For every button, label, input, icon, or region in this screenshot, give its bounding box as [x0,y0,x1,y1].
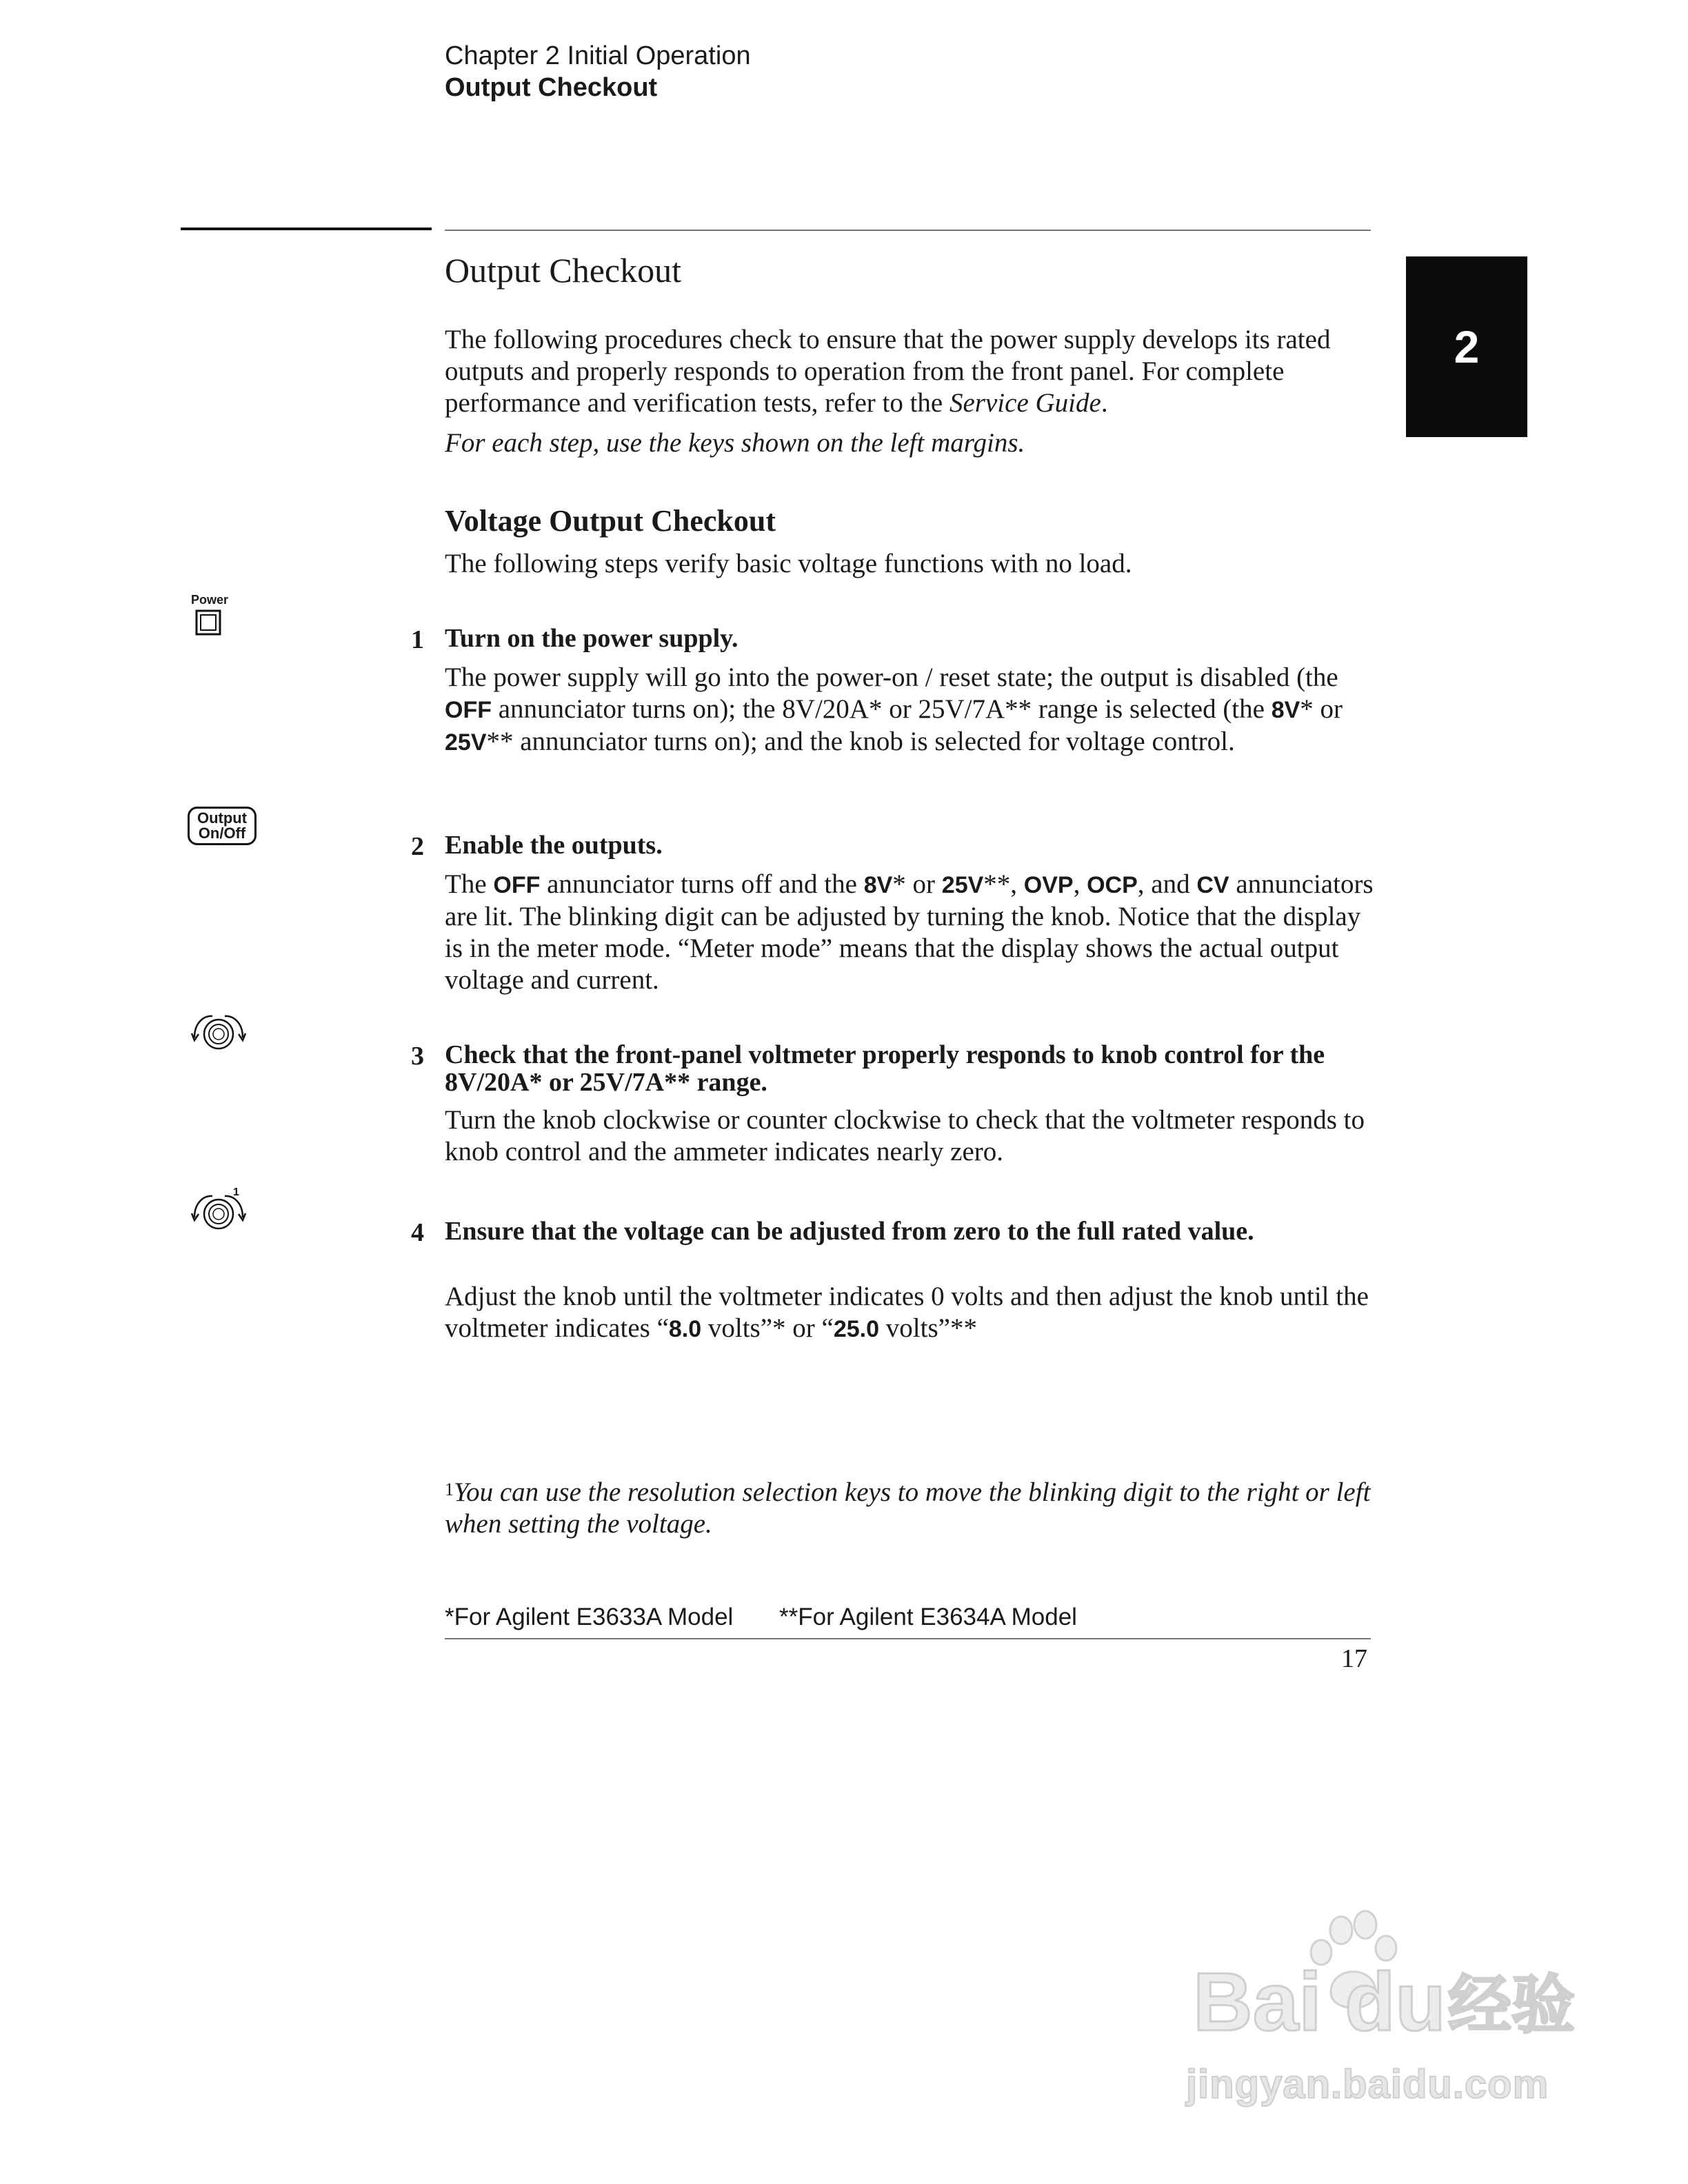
display-value-8: 8.0 [668,1316,702,1342]
knob-icon-with-footnote [188,1186,250,1238]
watermark-label: 经验 [1448,1968,1576,2042]
step-body: Turn the knob clockwise or counter clockwise to check that the voltmeter responds to knob control and the ammeter indicates nearly zero. [445,1105,1365,1166]
step-body: Adjust the knob until the voltmeter indicates 0 volts and then adjust the knob until the voltmeter indicates “8.0 volts”* or “25.0 volts”** [445,1282,1369,1343]
subsection-intro: The following steps verify basic voltage functions with no load. [445,549,1132,578]
footer-rule [445,1638,1371,1639]
chapter-tab: 2 [1406,256,1527,437]
header-rule-thin [445,230,1371,231]
step-number: 3 [411,1042,424,1071]
running-header-chapter: Chapter 2 Initial Operation [445,41,751,70]
intro-paragraph: The following procedures check to ensure that the power supply develops its rated outputs and properly responds to operation from the front panel. For complete performance and verification tests, refer to the Service Guide. [445,325,1331,418]
annunciator-25v: 25V [941,872,984,898]
annunciator-off: OFF [445,697,492,723]
annunciator-off: OFF [493,872,541,898]
output-onoff-key-icon [188,807,257,845]
footnote-marker: 1 [445,1479,454,1499]
intro-note: For each step, use the keys shown on the left margins. [445,428,1025,458]
annunciator-8v: 8V [1271,697,1300,723]
model-note-e3633a: *For Agilent E3633A Model [445,1604,734,1630]
step-title: Turn on the power supply. [445,624,738,653]
power-key-label: Power [191,593,229,607]
footnote: $^1$You can use the resolution selection keys to move the blinking digit to the right or left when setting the voltage. [445,1477,1371,1539]
step-number: 2 [411,832,424,861]
knob-footnote-marker: 1 [233,1186,239,1198]
output-key-line2: On/Off [198,825,246,842]
baidu-watermark-logo [1193,1910,1579,2054]
section-title: Output Checkout [445,251,682,290]
step-body: The OFF annunciator turns off and the 8V* or 25V**, OVP, OCP, and CV annunciators are lit. The blinking digit can be adjusted by turning the knob. Notice that the display is in the meter mode. “Meter mode” means that the display shows the actual output voltage and current. [445,869,1374,995]
annunciator-25v: 25V [445,729,487,756]
service-guide-ref: Service Guide [950,388,1101,418]
annunciator-ovp: OVP [1023,872,1074,898]
power-key-icon [195,609,221,636]
annunciator-ocp: OCP [1087,872,1138,898]
model-note-e3634a: **For Agilent E3634A Model [779,1604,1077,1630]
header-rule-thick [181,228,432,230]
watermark-url: jingyan.baidu.com [1186,2062,1549,2107]
subsection-title: Voltage Output Checkout [445,504,776,538]
running-header-section: Output Checkout [445,73,658,102]
step-number: 4 [411,1218,424,1247]
watermark-brand: Bai du [1193,1956,1446,2048]
step-body: The power supply will go into the power-on / reset state; the output is disabled (the OFF annunciator turns on); the 8V/20A* or 25V/7A** range is selected (the 8V* or 25V** annunciator turns on); and the knob is selected for voltage control. [445,663,1343,756]
knob-icon [188,1010,250,1058]
output-key-line1: Output [197,809,248,827]
step-title: Check that the front-panel voltmeter properly responds to knob control for the 8V/20A* or 25V/7A** range. [445,1040,1325,1097]
step-title: Enable the outputs. [445,831,663,860]
step-title: Ensure that the voltage can be adjusted from zero to the full rated value. [445,1217,1254,1246]
display-value-25: 25.0 [833,1316,880,1342]
annunciator-cv: CV [1196,872,1229,898]
step-number: 1 [411,625,424,654]
page-number: 17 [1341,1644,1367,1673]
annunciator-8v: 8V [863,872,893,898]
